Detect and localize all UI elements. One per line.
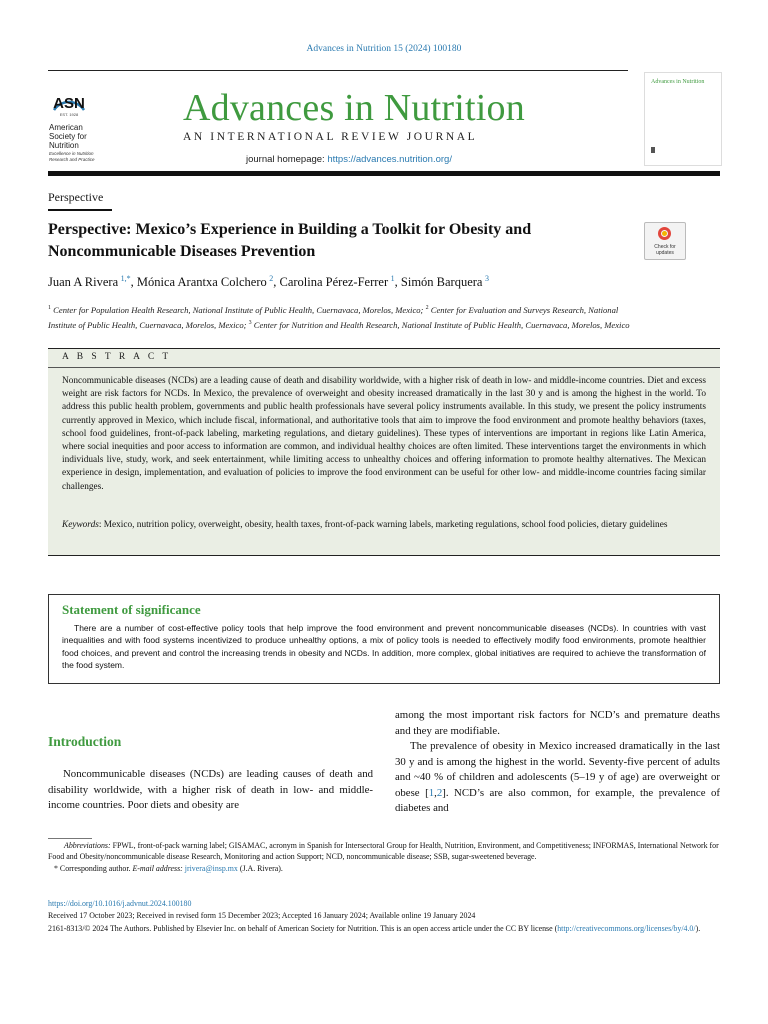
corresponding-name: (J.A. Rivera). [237,863,283,873]
affiliation: Center for Nutrition and Health Research, National Institute of Public Health, Cuernavaca, Morelos, Mexico [253,320,630,331]
author-name: Juan A Rivera [48,275,119,290]
significance-text: There are a number of cost-effective policy tools that help improve the food environment and prevent noncommunicable diseases (NCDs). In countries with vast inequalities and with food systems incentivized to produce unhealthy options, a mix of policy tools is needed to effectively modify food environments, promote healthier food choices, and prevent and control the increasing trends in obesity and NCDs. In addition, more complex, global initiatives are required to achieve the transformation of the food system. [62,623,706,670]
reference-link[interactable]: 1 [428,786,435,799]
affil-marker: 3 [248,320,252,327]
reference-separator: , [434,786,437,799]
reference-link[interactable]: 2 [436,786,443,799]
author-list: Juan A Rivera $^{1,*}$, Mónica Arantxa Colchero $^2$, Carolina Pérez-Ferrer $^1$, Simón Barquera $^3$ [48,274,489,290]
email-label: E-mail address: [132,863,183,873]
affil-marker: 2 [425,305,429,311]
author-affil-link[interactable]: 2 [269,274,274,283]
author-name: Simón Barquera [400,275,483,290]
body-right-paragraph-2 [395,739,720,817]
footnotes [48,840,720,874]
check-updates-icon-center [662,231,667,236]
running-head[interactable]: Advances in Nutrition 15 (2024) 100180 [306,44,462,54]
corresponding-star: * [54,863,58,873]
header-thick-rule [48,171,720,176]
author-name: Mónica Arantxa Colchero [136,275,267,290]
author-affil-link[interactable]: 1 [390,274,395,283]
journal-subtitle: AN INTERNATIONAL REVIEW JOURNAL [183,131,478,143]
paragraph-text: The prevalence of obesity in Mexico increased dramatically in the last 30 y and is among the highest in the world. Seventy-five percent of adults and ~40 % of children and adolescents (5–19 y of age) are overweight or obese [ [395,740,720,799]
asn-logo [46,80,92,120]
paragraph-text: ]. NCD’s are also common, for example, the prevalence of diabetes and [395,786,720,815]
abbreviations-footnote [48,840,720,863]
doi-link[interactable]: https://doi.org/10.1016/j.advnut.2024.100180 [48,899,192,908]
header-rule [48,70,628,71]
body-left-paragraph: Noncommunicable diseases (NCDs) are leading causes of death and disability worldwide, with a higher risk of death in low- and middle-income countries. Poor diets and obesity are [48,768,373,812]
article-title: Perspective: Mexico’s Experience in Building a Toolkit for Obesity and Noncommunicable Diseases Prevention [48,221,532,260]
footnote-rule [48,838,92,839]
author-affil-link[interactable]: 1,* [120,274,131,283]
section-underline [48,209,112,211]
affiliations [48,302,638,333]
keywords-list: : Mexico, nutrition policy, overweight, obesity, health taxes, front-of-pack warning labels, marketing regulations, school food policies, dietary guidelines [98,520,668,530]
affiliation: Center for Population Health Research, National Institute of Public Health, Cuernavaca, Morelos, Mexico; [53,304,424,315]
license-link[interactable]: http://creativecommons.org/licenses/by/4.0/ [557,924,696,933]
society-tagline: Excellence in Nutrition Research and Practice [49,151,95,162]
body-right-paragraph-1: among the most important risk factors for NCD’s and premature deaths and they are modifiable. [395,709,720,737]
corresponding-label: Corresponding author. [57,863,133,873]
author-affil-link[interactable]: 3 [485,274,489,283]
check-for-updates-button[interactable] [644,222,686,260]
keywords [62,519,706,532]
affil-marker: 1 [48,305,51,311]
significance-title: Statement of significance [62,602,201,617]
author-name: Carolina Pérez-Ferrer [279,275,389,290]
email-link[interactable]: jrivera@insp.mx [184,863,238,873]
abstract-heading: A B S T R A C T [62,352,172,362]
journal-title: Advances in Nutrition [183,87,525,129]
journal-cover-thumbnail[interactable] [644,72,722,166]
journal-homepage [246,154,452,165]
copyright-end: ). [695,924,701,933]
abbreviations-text: FPWL, front-of-pack warning label; GISAMAC, acronym in Spanish for Intersectoral Group for Health, Nutrition, Environment, and Competitiveness; INFORMAS, International Network for Food and Obesity/noncommunicable disease Research, Monitoring and action Support; NCD, noncommunicable disease; SSB, sugar-sweetened beverage. [48,841,719,862]
copyright-notice [48,923,720,935]
logo-est: EST. 1928 [59,112,79,117]
keywords-label: Keywords [62,520,99,530]
logo-text: ASN [53,95,85,112]
affiliation: Center for Evaluation and Surveys Research, National Institute of Public Health, Cuernavaca, Morelos, Mexico; [48,304,619,331]
abbreviations-label: Abbreviations: [64,841,111,850]
copyright-text: 2161-8313/© 2024 The Authors. Published by Elsevier Inc. on behalf of American Society for Nutrition. This is an open access article under the CC BY license ( [48,924,558,933]
homepage-label: journal homepage: [246,154,328,165]
cover-title: Advances in Nutrition [651,79,705,85]
corresponding-author-footnote [48,863,720,874]
homepage-link[interactable]: https://advances.nutrition.org/ [327,154,452,165]
abstract-text: Noncommunicable diseases (NCDs) are a leading cause of death and disability worldwide, with a higher risk of death in low- and middle-income countries. Diet and excess weight are risk factors for NCDs. In Mexico, the prevalence of overweight and obesity increased dramatically in the last 30 y and is among the highest in the world. To address this public health problem, governments and public health professionals have several policy instruments available. In this study, we present the policy instruments currently approved in Mexico, which include fiscal, informational, and authoritative tools that aim to improve the food environment and promote healthy behaviors (taxes, school food guidelines, front-of-pack labeling, marketing regulations, and dietary guidelines). These types of interventions are important in regions like Latin America, where social inequities and poor access to information are common, and individual healthy choices are often limited. These interventions target the environments in which individuals live, study, work, and seek entertainment, while limiting access to unhealthy choices and offering information to promote healthy alternatives. The Mexican experience in design, implementation, and evaluation of policies to improve the food environment can be useful for other low- and middle-income countries facing similar challenges. [62,376,706,492]
abstract-rule [48,367,720,368]
article-dates: Received 17 October 2023; Received in revised form 15 December 2023; Accepted 16 January 2024; Available online 19 January 2024 [48,911,476,920]
article-section: Perspective [48,190,104,204]
cover-mark-icon [651,147,655,153]
introduction-heading: Introduction [48,734,122,749]
society-name: American Society for Nutrition [49,123,87,150]
check-updates-label: Check for updates [654,244,676,256]
